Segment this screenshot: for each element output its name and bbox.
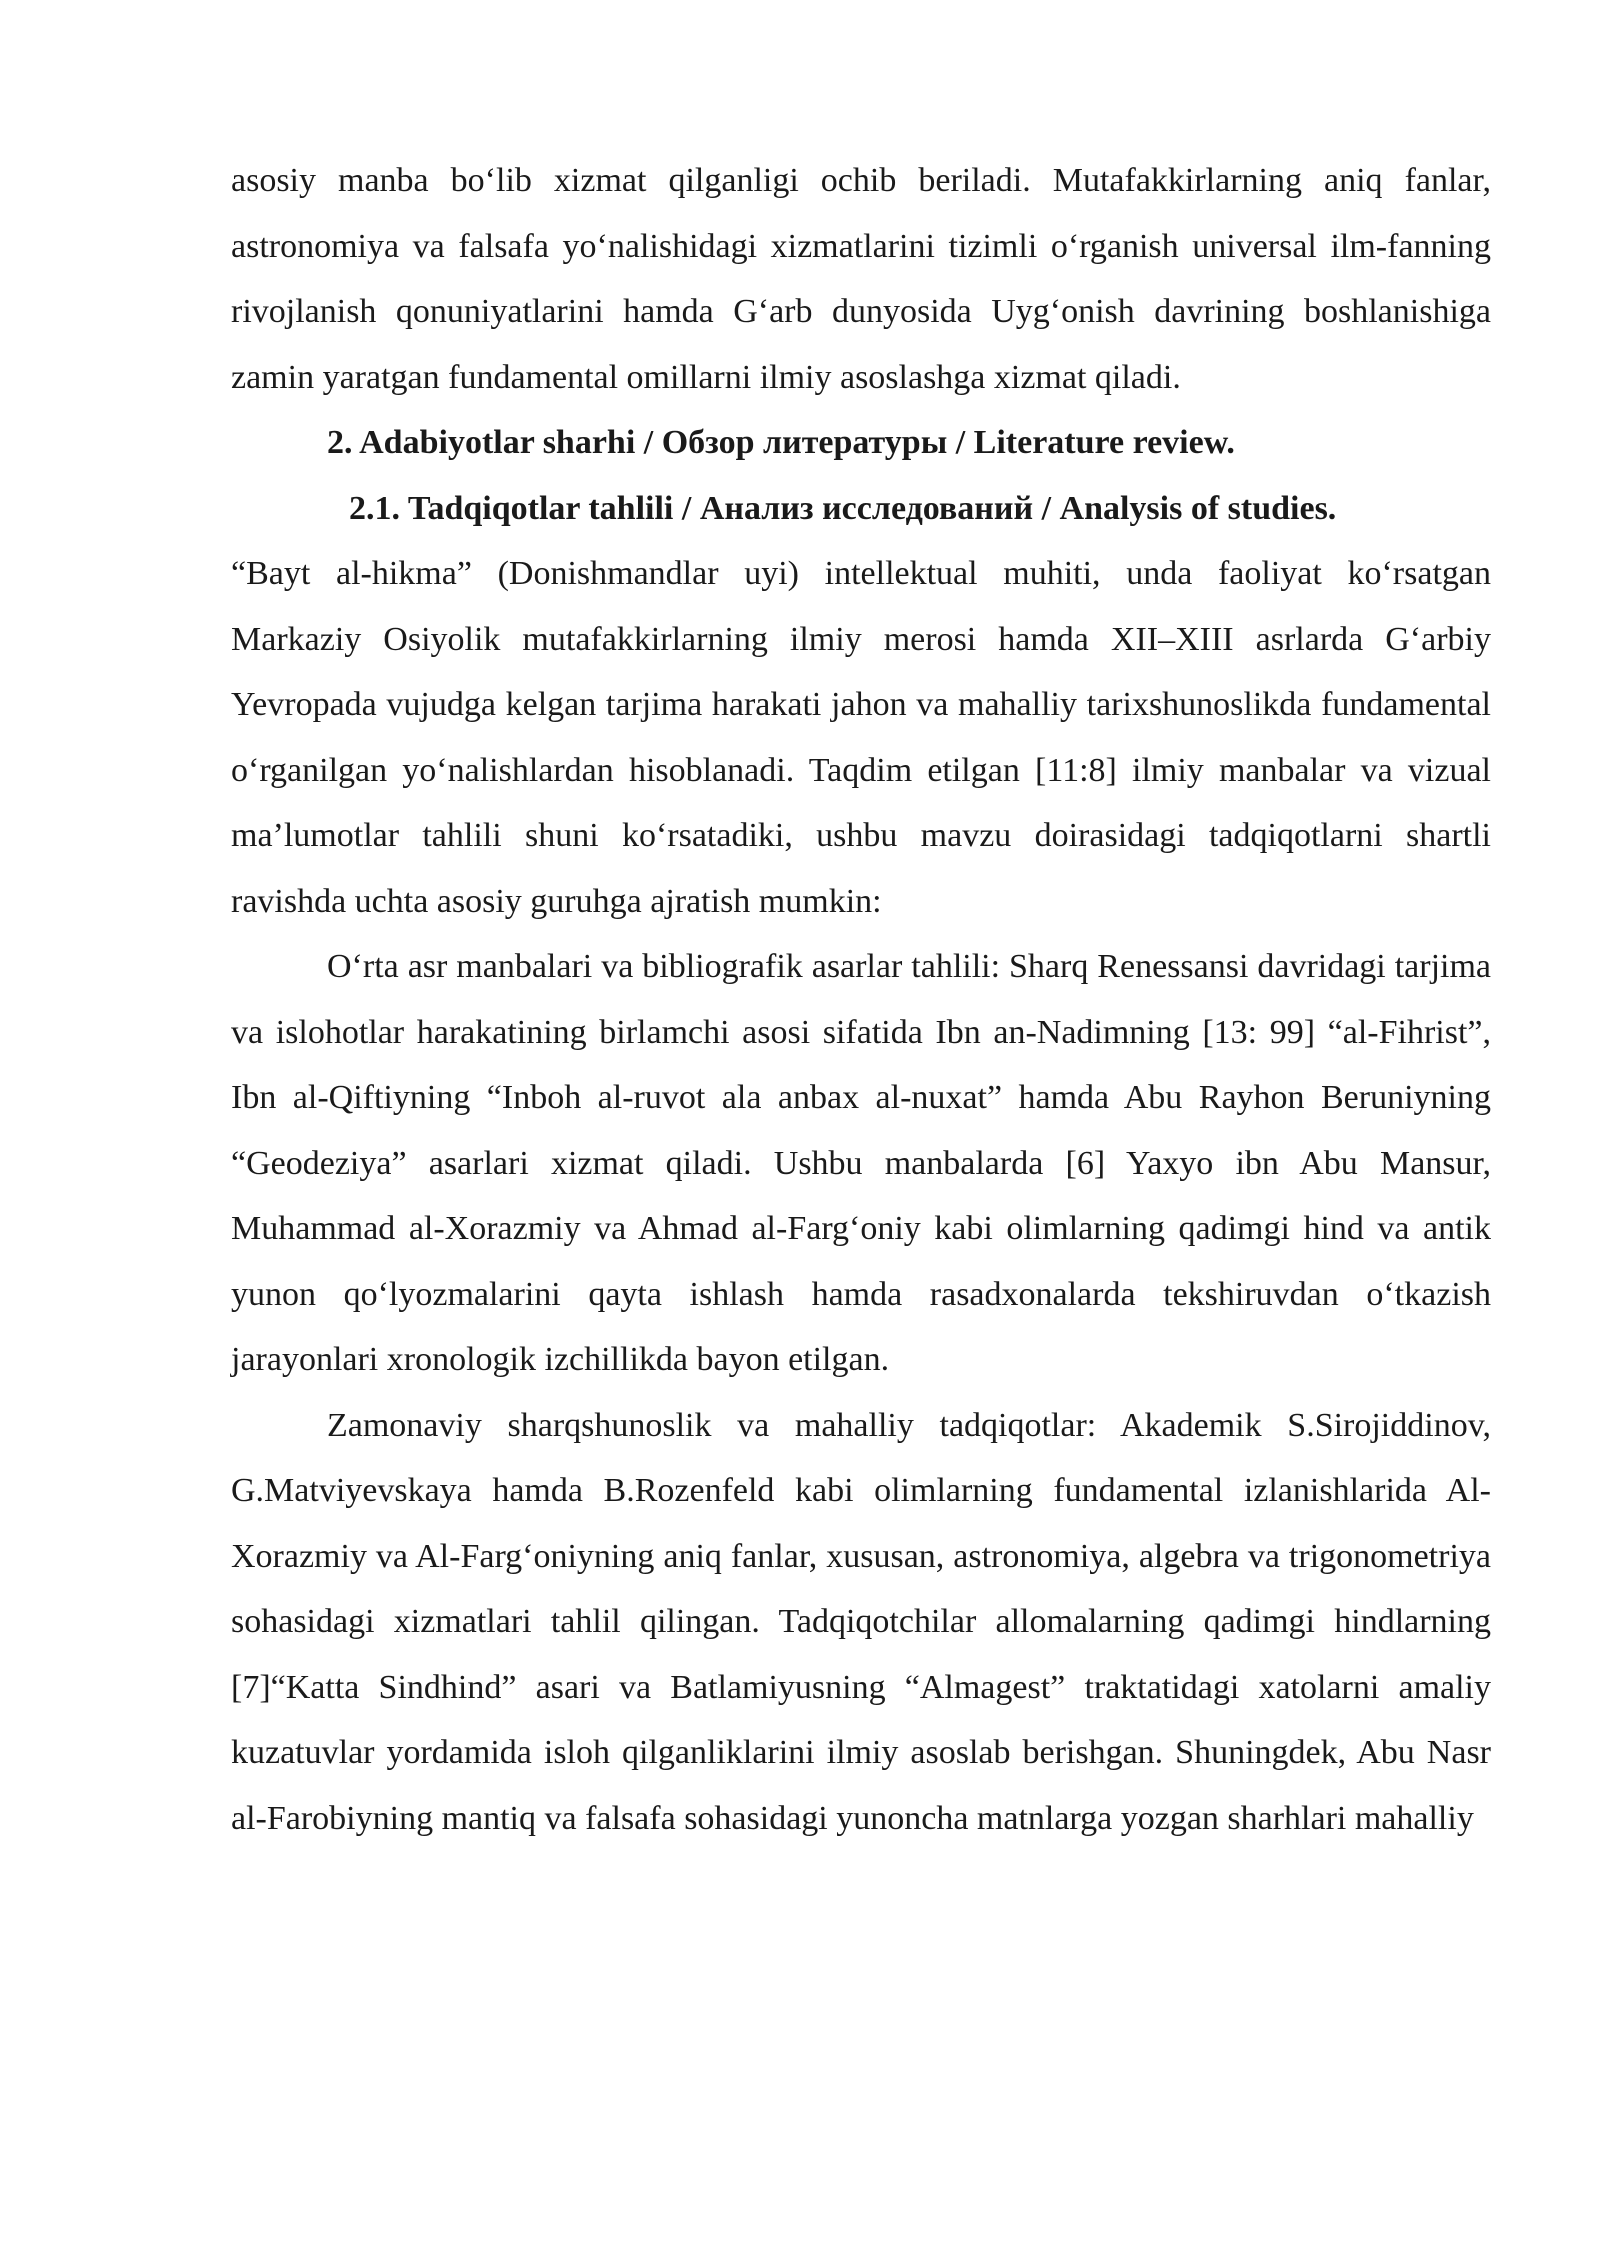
paragraph-modern-oriental-studies: Zamonaviy sharqshunoslik va mahalliy tadqiqotlar: Akademik S.Sirojiddinov, G.Matviyevskaya hamda B.Rozenfeld kabi olimlarning fundamental izlanishlarida Al-Xorazmiy va Al-Farg‘oniyning aniq fanlar, xususan, astronomiya, algebra va trigonometriya sohasidagi xizmatlari tahlil qilingan. Tadqiqotchilar allomalarning qadimgi hindlarning [7]“Katta Sindhind” asari va Batlamiyusning “Almagest” traktatidagi xatolarni amaliy kuzatuvlar yordamida isloh qilganliklarini ilmiy asoslab berishgan. Shuningdek, Abu Nasr al-Farobiyning mantiq va falsafa sohasidagi yunoncha matnlarga yozgan sharhlari mahalliy [231,1406,1491,1837]
subsection-heading-analysis-of-studies: 2.1. Tadqiqotlar tahlili / Анализ исследований / Analysis of studies. [349,489,1337,527]
paragraph-bayt-al-hikma: “Bayt al-hikma” (Donishmandlar uyi) intellektual muhiti, unda faoliyat ko‘rsatgan Markaziy Osiyolik mutafakkirlarning ilmiy merosi hamda XII–XIII asrlarda G‘arbiy Yevropada vujudga kelgan tarjima harakati jahon va mahalliy tarixshunoslikda fundamental o‘rganilgan yo‘nalishlardan hisoblanadi. Taqdim etilgan [11:8] ilmiy manbalar va vizual ma’lumotlar tahlili shuni ko‘rsatadiki, ushbu mavzu doirasidagi tadqiqotlarni shartli ravishda uchta asosiy guruhga ajratish mumkin: [231,555,1491,920]
section-heading-literature-review: 2. Adabiyotlar sharhi / Обзор литературы / Literature review. [327,424,1235,461]
paragraph-medieval-sources: O‘rta asr manbalari va bibliografik asarlar tahlili: Sharq Renessansi davridagi tarjima va islohotlar harakatining birlamchi asosi sifatida Ibn an-Nadimning [13: 99] “al-Fihrist”, Ibn al-Qiftiyning “Inboh al-ruvot ala anbax al-nuxat” hamda Abu Rayhon Beruniyning “Geodeziya” asarlari xizmat qiladi. Ushbu manbalarda [6] Yaxyo ibn Abu Mansur, Muhammad al-Xorazmiy va Ahmad al-Farg‘oniy kabi olimlarning qadimgi hind va antik yunon qo‘lyozmalarini qayta ishlash hamda rasadxonalarda tekshiruvdan o‘tkazish jarayonlari xronologik izchillikda bayon etilgan. [231,948,1491,1378]
paragraph-intro-continuation: asosiy manba bo‘lib xizmat qilganligi ochib beriladi. Mutafakkirlarning aniq fanlar, astronomiya va falsafa yo‘nalishidagi xizmatlarini tizimli o‘rganish universal ilm-fanning rivojlanish qonuniyatlarini hamda G‘arb dunyosida Uyg‘onish davrining boshlanishiga zamin yaratgan fundamental omillarni ilmiy asoslashga xizmat qiladi. [231,162,1491,396]
document-body [231,148,1491,1851]
